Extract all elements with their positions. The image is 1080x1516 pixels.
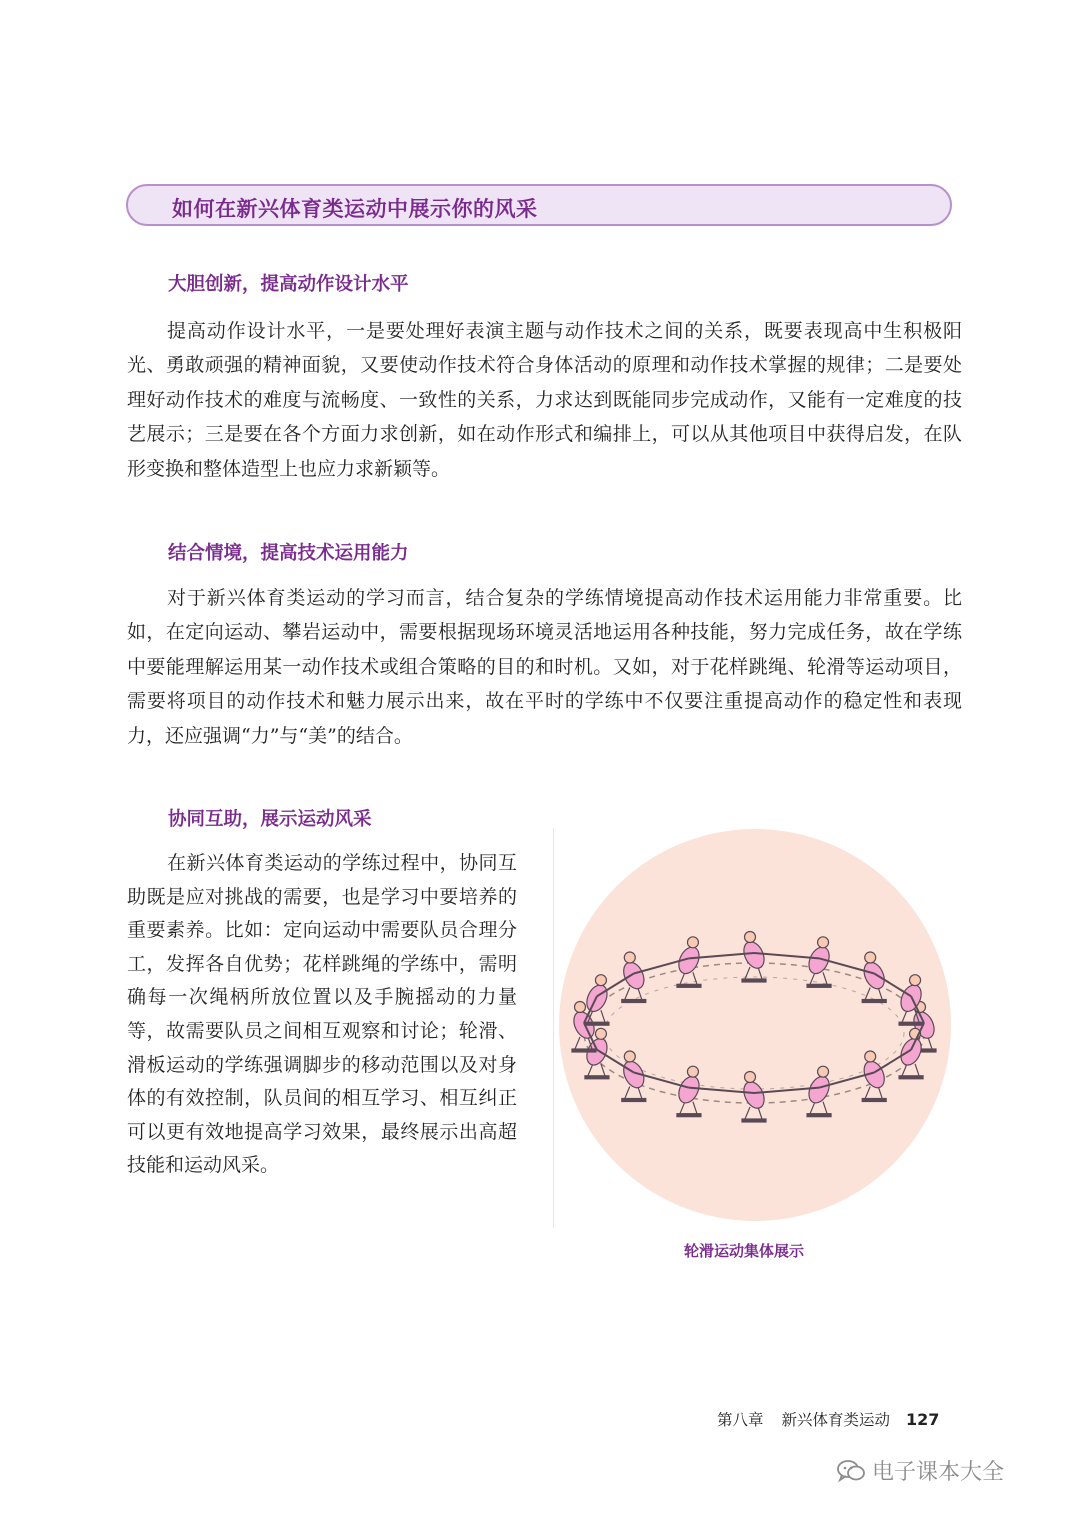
- roller-skating-figure: [553, 828, 956, 1228]
- footer-chapter-title: 新兴体育类运动: [781, 1411, 891, 1429]
- subheading-context: 结合情境，提高技术运用能力: [168, 543, 409, 564]
- watermark-text: 电子课本大全: [872, 1460, 1005, 1485]
- paragraph-innovation: 提高动作设计水平，一是要处理好表演主题与动作技术之间的关系，既要表现高中生积极阳光、勇敢顽强的精神面貌，又要使动作技术符合身体活动的原理和动作技术掌握的规律；二是要处理好动作技术的难度与流畅度、一致性的关系，力求达到既能同步完成动作，又能有一定难度的技艺展示；三是要在各个方面力求创新，如在动作形式和编排上，可以从其他项目中获得启发，在队形变换和整体造型上也应力求新颖等。: [127, 320, 962, 480]
- section-banner: [126, 184, 952, 226]
- paragraph-cooperation: 在新兴体育类运动的学练过程中，协同互助既是应对挑战的需要，也是学习中要培养的重要素养。比如：定向运动中需要队员合理分工，发挥各自优势；花样跳绳的学练中，需明确每一次绳柄所放位置以及手腕摇动的力量等，故需要队员之间相互观察和讨论；轮滑、滑板运动的学练强调脚步的移动范围以及对身体的有效控制，队员间的相互学习、相互纠正可以更有效地提高学习效果，最终展示出高超技能和运动风采。: [127, 852, 517, 1177]
- wechat-icon: [836, 1458, 866, 1484]
- figure-caption: 轮滑运动集体展示: [684, 1242, 805, 1260]
- watermark: [836, 1455, 1004, 1486]
- section-title: 如何在新兴体育类运动中展示你的风采: [172, 197, 538, 221]
- subheading-innovation: 大胆创新，提高动作设计水平: [168, 274, 409, 295]
- roller-skating-circle-illustration: [554, 828, 956, 1228]
- page-footer: [717, 1408, 939, 1430]
- footer-chapter: 第八章: [717, 1411, 764, 1429]
- page-number: 127: [906, 1410, 940, 1429]
- paragraph-context: 对于新兴体育类运动的学习而言，结合复杂的学练情境提高动作技术运用能力非常重要。比如，在定向运动、攀岩运动中，需要根据现场环境灵活地运用各种技能，努力完成任务，故在学练中要能理解运用某一动作技术或组合策略的目的和时机。又如，对于花样跳绳、轮滑等运动项目，需要将项目的动作技术和魅力展示出来，故在平时的学练中不仅要注重提高动作的稳定性和表现力，还应强调“力”与“美”的结合。: [127, 587, 962, 747]
- subheading-cooperation: 协同互助，展示运动风采: [168, 809, 372, 830]
